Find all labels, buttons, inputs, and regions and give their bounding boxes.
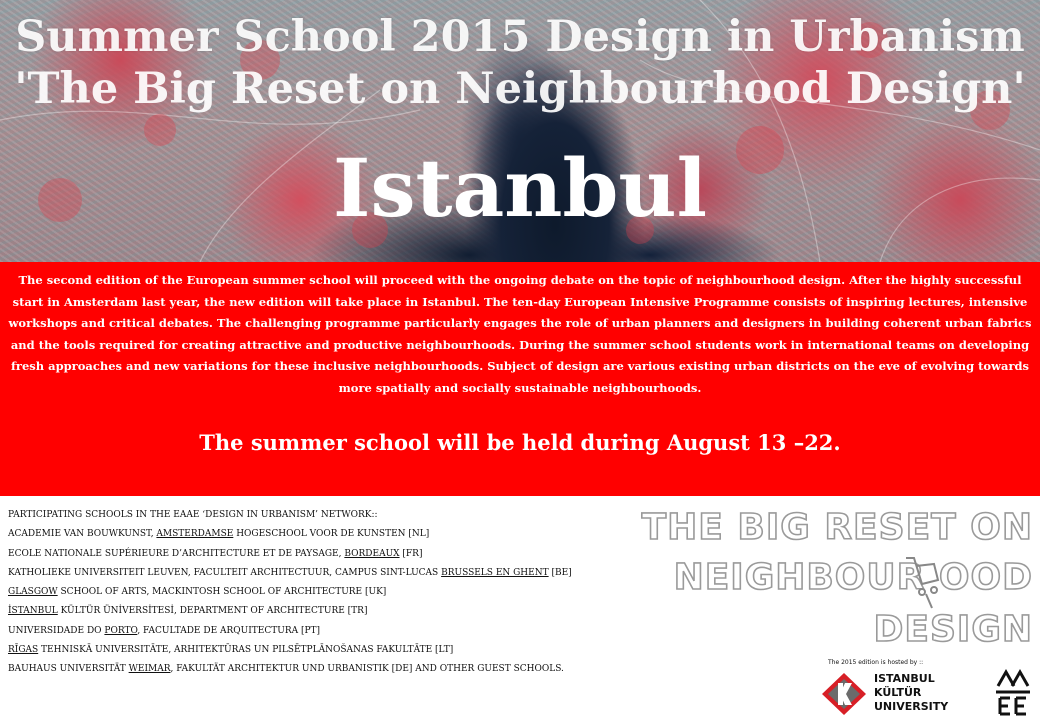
city-title: Istanbul	[333, 141, 707, 235]
eaae-logo-icon	[990, 668, 1036, 718]
school-city: WEIMAR	[128, 664, 171, 675]
shopping-cart-icon	[900, 550, 944, 610]
dates-statement: The summer school will be held during August 13 –22.	[199, 430, 841, 455]
school-city: BRUSSELS EN GHENT	[441, 567, 549, 578]
iku-wordmark: ISTANBUL KÜLTÜR UNIVERSITY	[874, 672, 949, 713]
title-line-2: 'The Big Reset on Neighbourhood Design'	[14, 64, 1026, 114]
intro-band	[0, 262, 1040, 496]
school-city: BORDEAUX	[344, 548, 400, 559]
logo-line-2: NEIGHBOUR OOD	[673, 557, 1033, 598]
title-line-1: Summer School 2015 Design in Urbanism	[15, 12, 1025, 62]
logo-line-1: THE BIG RESET ON	[641, 507, 1033, 548]
hero-satellite-banner	[0, 0, 1040, 262]
big-reset-logo	[641, 506, 1035, 656]
istanbul-kultur-university-logo	[820, 671, 960, 717]
school-line: BAUHAUS UNIVERSITÄT WEIMAR, FAKULTÄT ARCHITEKTUR UND URBANISTIK [DE] AND OTHER GUEST SCHOOLS.	[8, 664, 564, 675]
iku-emblem-icon	[820, 671, 868, 717]
school-city: İSTANBUL	[8, 606, 58, 617]
hosted-by-caption: The 2015 edition is hosted by ::	[828, 659, 924, 666]
school-city: GLASGOW	[8, 587, 58, 598]
school-city: RĪGAS	[8, 645, 39, 656]
school-line: KATHOLIEKE UNIVERSITEIT LEUVEN, FACULTEIT ARCHITECTUUR, CAMPUS SINT-LUCAS BRUSSELS EN GHENT [BE]	[8, 567, 572, 578]
logo-line-3: DESIGN	[873, 609, 1033, 650]
school-line: UNIVERSIDADE DO PORTO, FACULTADE DE ARQUITECTURA [PT]	[8, 625, 321, 636]
school-line: GLASGOW SCHOOL OF ARTS, MACKINTOSH SCHOOL OF ARCHITECTURE [UK]	[8, 587, 387, 598]
school-city: AMSTERDAMSE	[156, 529, 234, 540]
school-line: ECOLE NATIONALE SUPÉRIEURE D’ARCHITECTURE ET DE PAYSAGE, BORDEAUX [FR]	[8, 548, 423, 559]
participating-schools-list	[8, 506, 658, 680]
schools-heading: PARTICIPATING SCHOOLS IN THE EAAE ‘DESIGN IN URBANISM’ NETWORK::	[8, 510, 378, 520]
intro-paragraph: The second edition of the European summer school will proceed with the ongoing debate on the topic of neighbourhood design. After the highly successful start in Amsterdam last year, the new edition will take place in Istanbul. The ten-day European Intensive Programme consists of inspiring lectures, intensive workshops and critical debates. The challenging programme particularly engages the role of urban planners and designers in building coherent urban fabrics and the tools required for creating attractive and productive neighbourhoods. During the summer school students work in international teams on developing fresh approaches and new variations for these inclusive neighbourhoods. Subject of design are various existing urban districts on the eve of evolving towards more spatially and socially sustainable neighbourhoods.	[8, 273, 1032, 395]
school-line: İSTANBUL KÜLTÜR ÜNİVERSİTESİ, DEPARTMENT OF ARCHITECTURE [TR]	[8, 606, 368, 617]
school-city: PORTO	[104, 625, 138, 636]
school-line: ACADEMIE VAN BOUWKUNST, AMSTERDAMSE HOGESCHOOL VOOR DE KUNSTEN [NL]	[8, 529, 430, 540]
school-line: RĪGAS TEHNISKĀ UNIVERSITĀTE, ARHITEKTŪRAS UN PILSĒTPLĀNOŠANAS FAKULTĀTE [LT]	[8, 645, 454, 656]
